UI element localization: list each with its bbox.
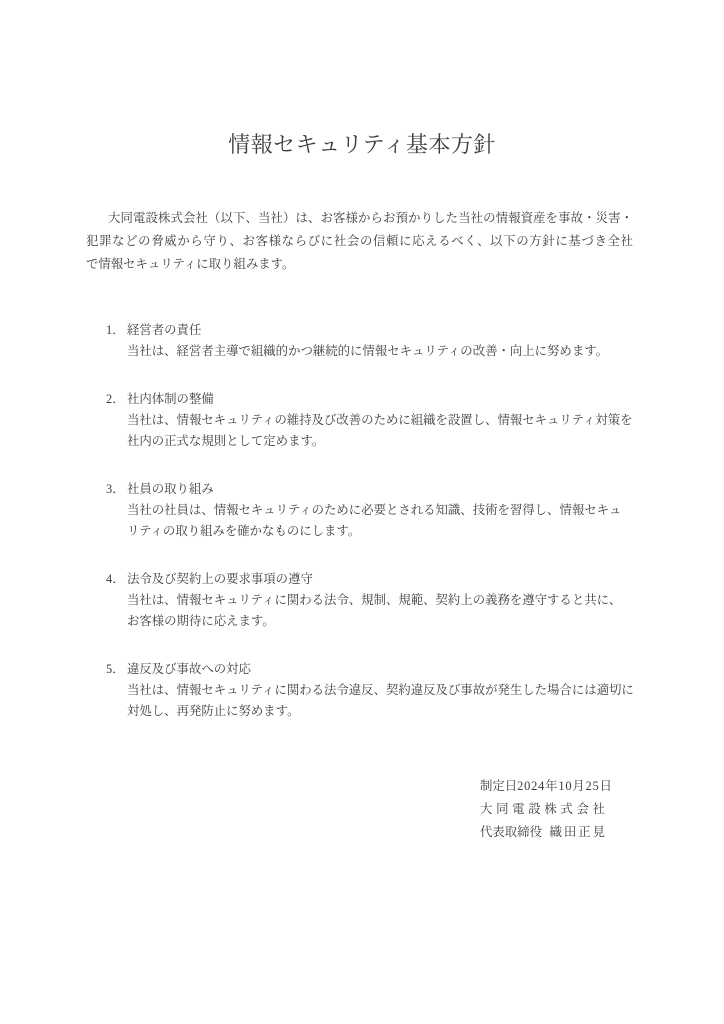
section-heading: [106, 320, 651, 341]
section-body-line: 対処し、再発防止に努めます。: [127, 704, 300, 718]
section-body: [127, 590, 651, 632]
policy-section-2: [106, 389, 651, 452]
signer-title: 代表取締役: [480, 825, 542, 839]
section-body: [127, 341, 651, 362]
section-number: 4．: [106, 572, 125, 586]
section-number: 3．: [106, 482, 125, 496]
section-body-line: 当社の社員は、情報セキュリティのために必要とされる知識、技術を習得し、情報セキュ: [127, 503, 622, 517]
signer-line: [480, 821, 607, 844]
section-heading-text: 社員の取り組み: [127, 482, 214, 496]
section-heading: [106, 659, 651, 680]
section-heading-text: 違反及び事故への対応: [127, 662, 251, 676]
section-number: 1．: [106, 323, 125, 337]
section-heading: [106, 479, 651, 500]
section-body-line: 当社は、情報セキュリティの維持及び改善のために組織を設置し、情報セキュリティ対策を: [127, 413, 633, 427]
intro-line: 大同電設株式会社（以下、当社）は、お客様からお預かりした当社の情報資産を事故・災害・: [108, 211, 633, 225]
policy-section-4: [106, 569, 651, 632]
signer-name: 織田正見: [549, 825, 607, 839]
section-body: [127, 680, 651, 722]
section-number: 2．: [106, 392, 125, 406]
section-body: [127, 410, 651, 452]
intro-paragraph: [86, 207, 633, 276]
section-body-line: 当社は、情報セキュリティに関わる法令違反、契約違反及び事故が発生した場合には適切に: [127, 683, 634, 697]
section-body-line: お客様の期待に応えます。: [127, 614, 275, 628]
enactment-date-value: 2024年10月25日: [517, 779, 613, 793]
section-body: [127, 500, 651, 542]
policy-section-5: [106, 659, 651, 722]
intro-line: で情報セキュリティに取り組みます。: [86, 257, 295, 271]
section-number: 5．: [106, 662, 125, 676]
intro-line: 犯罪などの脅威から守り、お客様ならびに社会の信頼に応えるべく、以下の方針に基づき全社: [86, 234, 633, 248]
company-name: 大同電設株式会社: [480, 802, 609, 816]
policy-section-list: [106, 320, 651, 749]
policy-section-1: [106, 320, 651, 362]
section-heading-text: 社内体制の整備: [127, 392, 214, 406]
document-title: 情報セキュリティ基本方針: [228, 132, 496, 157]
section-body-line: リティの取り組みを確かなものにします。: [127, 524, 361, 538]
section-heading: [106, 389, 651, 410]
section-body-line: 当社は、経営者主導で組織的かつ継続的に情報セキュリティの改善・向上に努めます。: [127, 344, 609, 358]
section-heading: [106, 569, 651, 590]
enactment-date-label: 制定日: [480, 779, 518, 793]
signature-block: [480, 775, 613, 844]
section-body-line: 当社は、情報セキュリティに関わる法令、規制、規範、契約上の義務を遵守すると共に、: [127, 593, 622, 607]
enactment-date-line: [480, 775, 613, 798]
section-body-line: 社内の正式な規則として定めます。: [127, 434, 325, 448]
section-heading-text: 法令及び契約上の要求事項の遵守: [127, 572, 313, 586]
policy-section-3: [106, 479, 651, 542]
section-heading-text: 経営者の責任: [127, 323, 202, 337]
